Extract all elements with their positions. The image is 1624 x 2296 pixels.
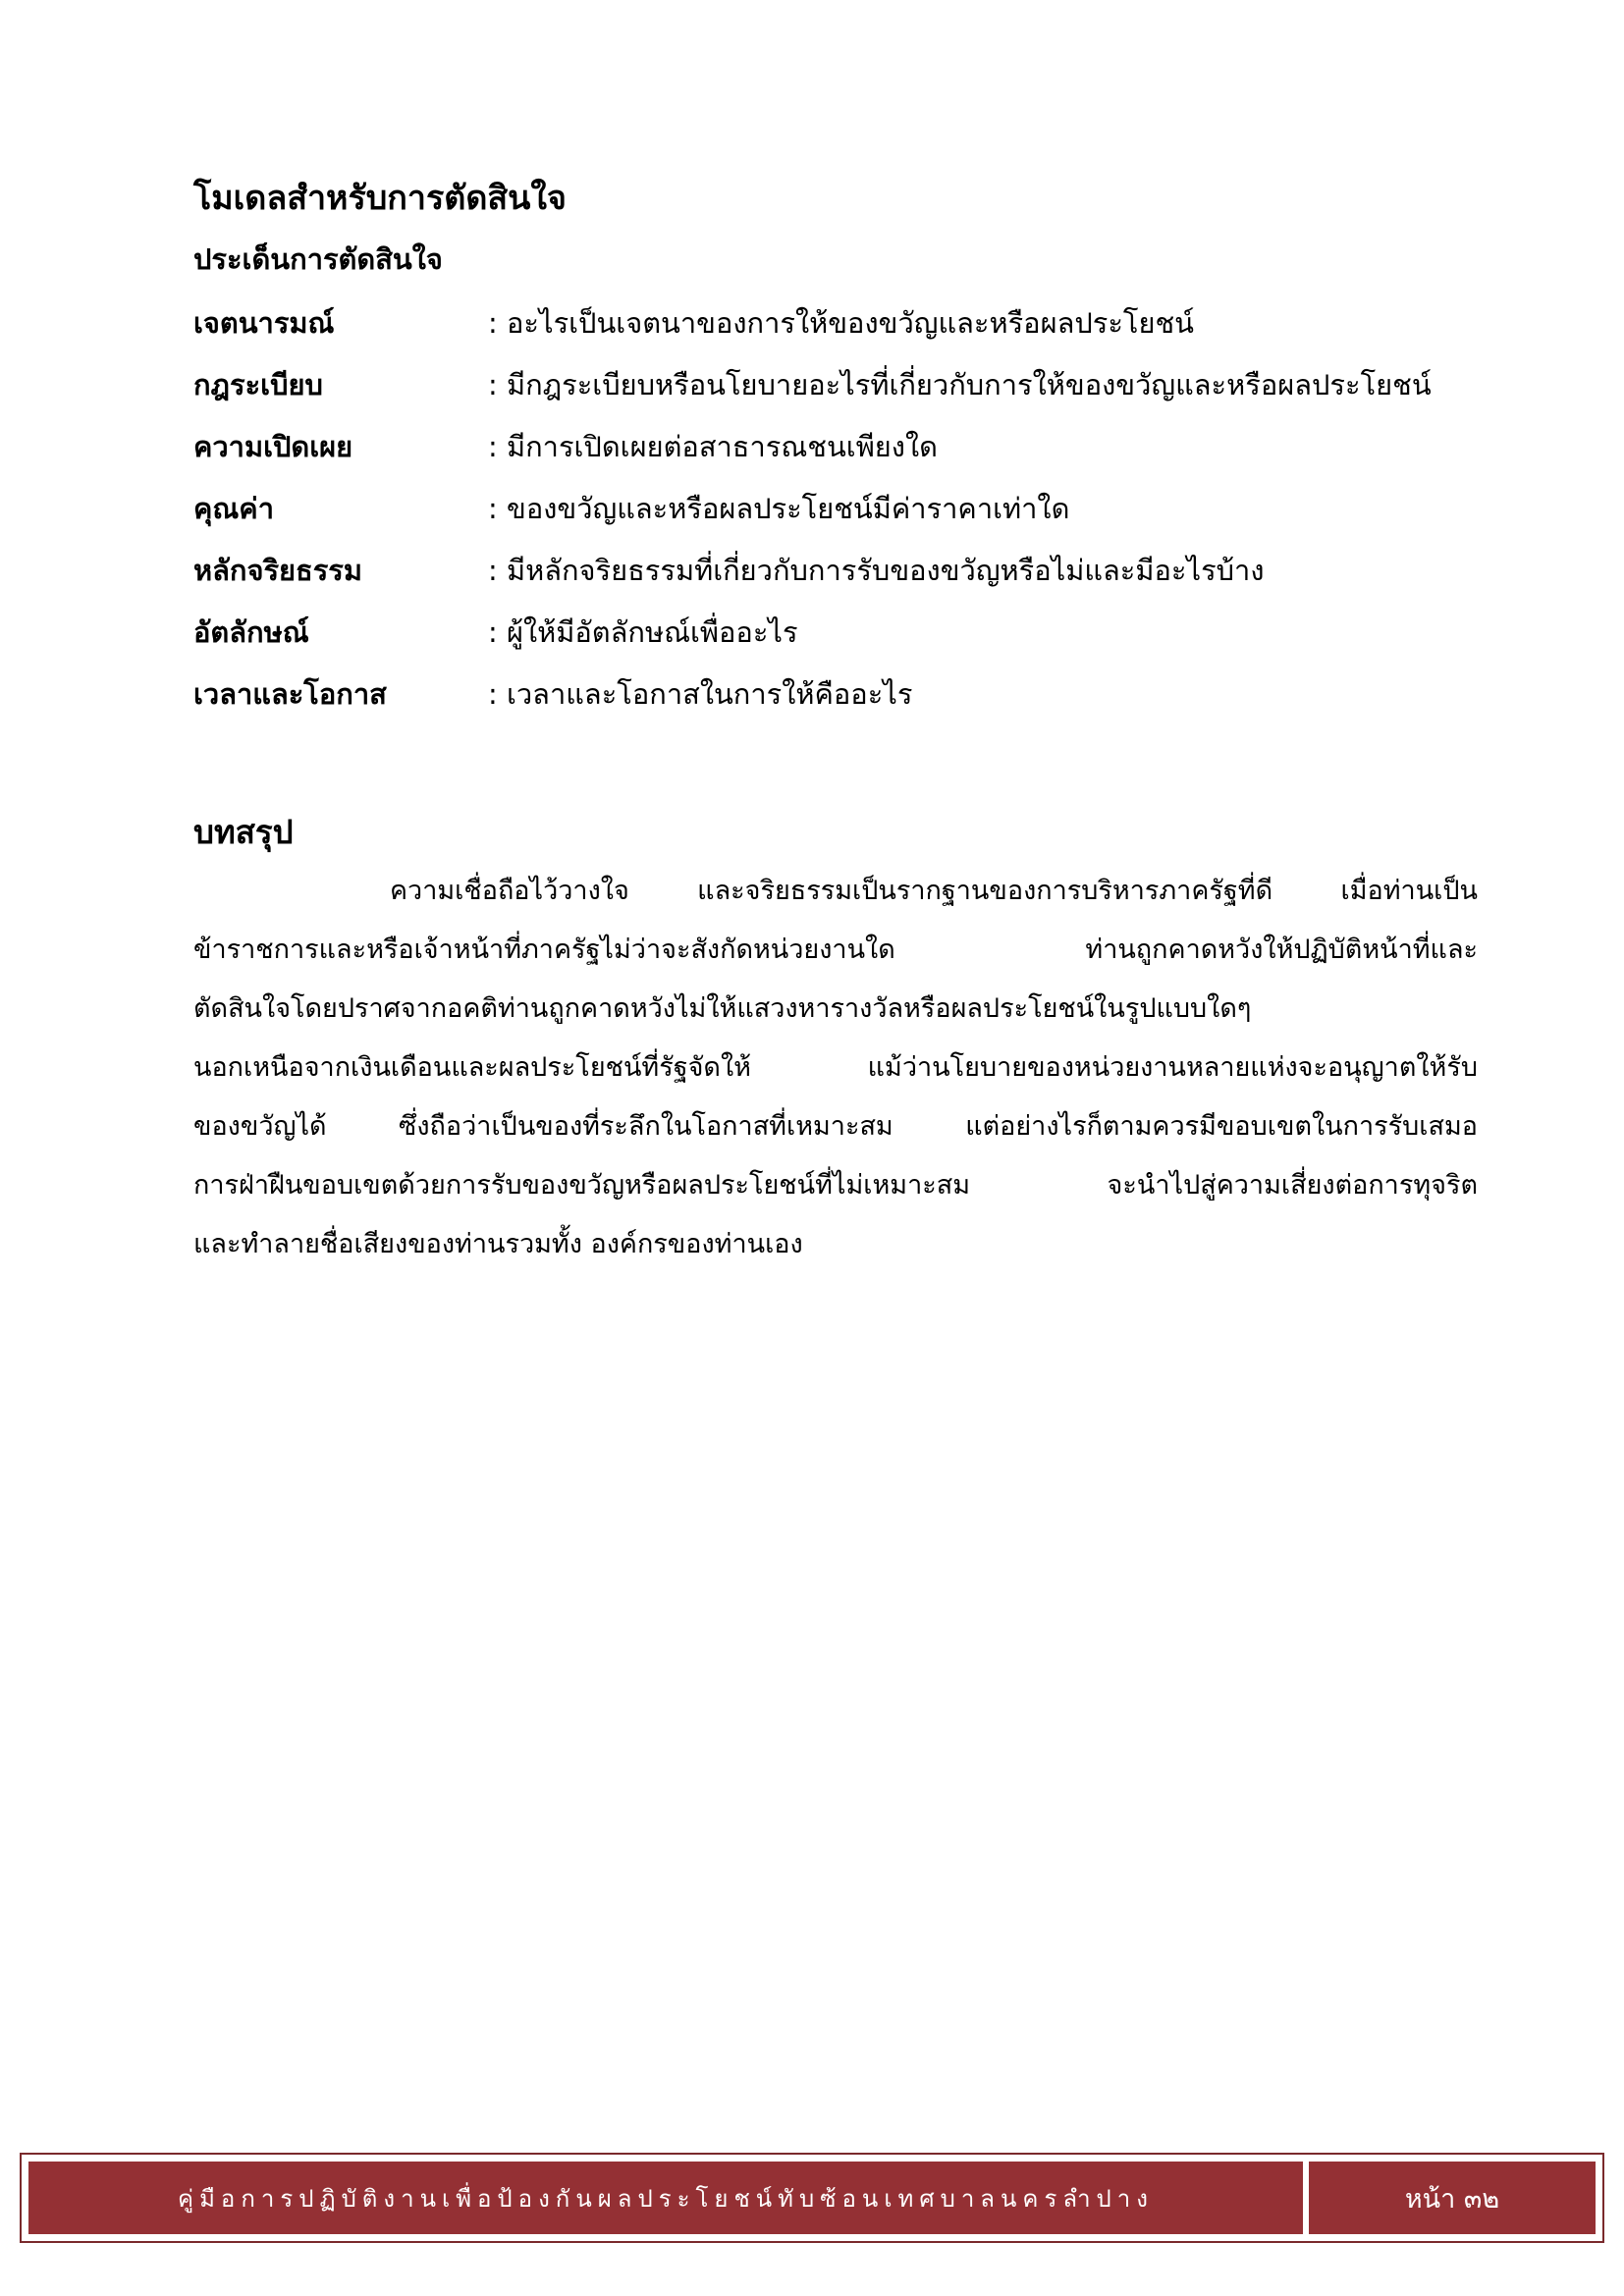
page-title: โมเดลสำหรับการตัดสินใจ (193, 179, 567, 218)
paragraph-line: การฝ่าฝืนขอบเขตด้วยการรับของขวัญหรือผลประโยชน์ที่ไม่เหมาะสม จะนำไปสู่ความเสี่ยงต่อการทุจริต (193, 1169, 1478, 1201)
paragraph-line: ความเชื่อถือไว้วางใจ และจริยธรรมเป็นรากฐานของการบริหารภาครัฐที่ดี เมื่อท่านเป็น (390, 875, 1478, 906)
decision-items-list (193, 293, 1478, 725)
item-description: : ผู้ให้มีอัตลักษณ์เพื่ออะไร (488, 614, 798, 649)
item-term: ความเปิดเผย (193, 429, 353, 463)
item-term: กฎระเบียบ (193, 367, 323, 401)
paragraph-line: นอกเหนือจากเงินเดือนและผลประโยชน์ที่รัฐจัดให้ แม้ว่านโยบายของหน่วยงานหลายแห่งจะอนุญาตให้รับ (193, 1051, 1478, 1083)
paragraph-line: ข้าราชการและหรือเจ้าหน้าที่ภาครัฐไม่ว่าจะสังกัดหน่วยงานใด ท่านถูกคาดหวังให้ปฏิบัติหน้าที่และ (193, 934, 1478, 965)
list-item (193, 540, 1478, 602)
section-subtitle: ประเด็นการตัดสินใจ (193, 242, 443, 277)
list-item (193, 664, 1478, 725)
item-description: : มีการเปิดเผยต่อสาธารณชนเพียงใด (488, 429, 938, 463)
item-term: หลักจริยธรรม (193, 553, 362, 587)
list-item (193, 478, 1478, 540)
summary-paragraph (193, 862, 1478, 1274)
paragraph-line: ของขวัญได้ ซึ่งถือว่าเป็นของที่ระลึกในโอกาสที่เหมาะสม แต่อย่างไรก็ตามควรมีขอบเขตในการรับเสมอ (193, 1110, 1478, 1142)
list-item (193, 602, 1478, 664)
item-description: : อะไรเป็นเจตนาของการให้ของขวัญและหรือผลประโยชน์ (488, 305, 1194, 340)
item-term: อัตลักษณ์ (193, 614, 309, 649)
list-item (193, 354, 1478, 416)
item-description: : ของขวัญและหรือผลประโยชน์มีค่าราคาเท่าใด (488, 491, 1070, 525)
footer-inner (28, 2162, 1596, 2234)
paragraph-line: และทำลายชื่อเสียงของท่านรวมทั้ง องค์กรของท่านเอง (193, 1228, 803, 1259)
page-content (193, 177, 1478, 1274)
item-term: เจตนารมณ์ (193, 305, 335, 340)
list-item (193, 416, 1478, 478)
item-term: คุณค่า (193, 491, 274, 525)
page-number: หน้า ๓๒ (1309, 2162, 1596, 2234)
list-item (193, 293, 1478, 354)
item-description: : มีหลักจริยธรรมที่เกี่ยวกับการรับของขวัญหรือไม่และมีอะไรบ้าง (488, 553, 1265, 587)
paragraph-line: ตัดสินใจโดยปราศจากอคติท่านถูกคาดหวังไม่ให้แสวงหารางวัลหรือผลประโยชน์ในรูปแบบใดๆ (193, 992, 1252, 1024)
item-description: : มีกฎระเบียบหรือนโยบายอะไรที่เกี่ยวกับการให้ของขวัญและหรือผลประโยชน์ (488, 367, 1432, 401)
item-term: เวลาและโอกาส (193, 676, 387, 711)
page-footer (20, 2153, 1604, 2243)
item-description: : เวลาและโอกาสในการให้คืออะไร (488, 676, 913, 711)
summary-heading: บทสรุป (193, 812, 294, 851)
footer-title: คู่มือการปฏิบัติงานเพื่อป้องกันผลประโยชน์ทับซ้อนเทศบาลนครลำปาง (28, 2162, 1303, 2234)
